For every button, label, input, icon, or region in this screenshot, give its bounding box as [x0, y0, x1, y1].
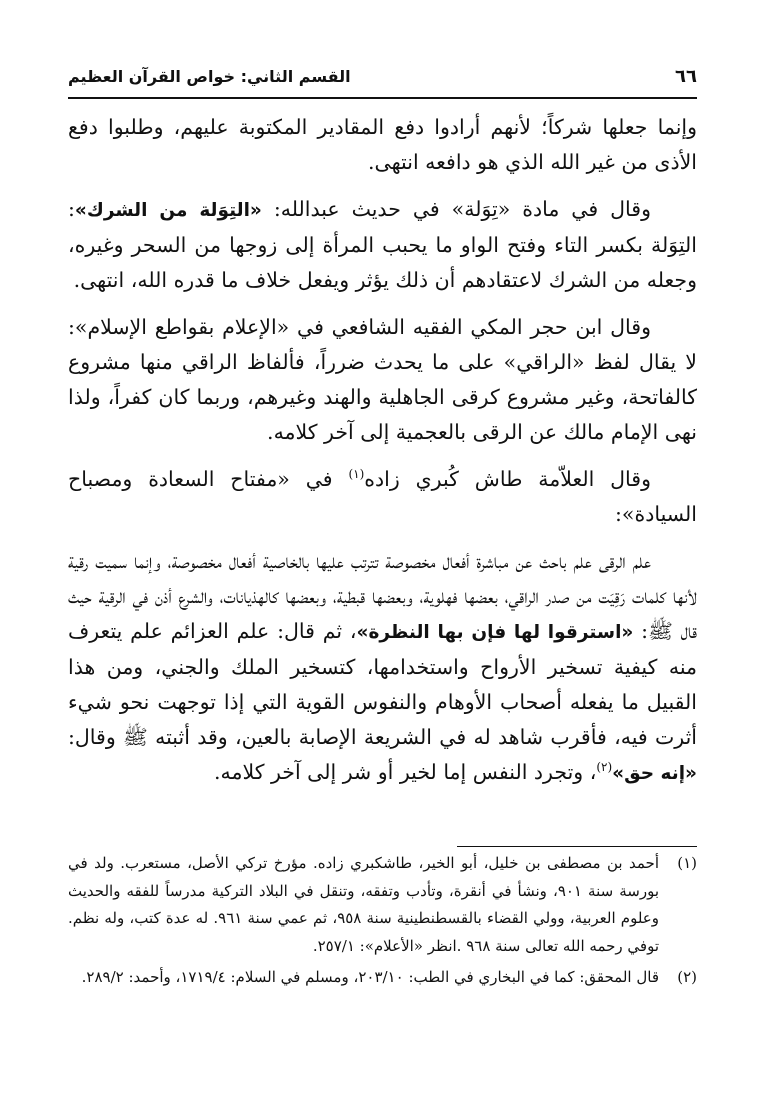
paragraph-5	[68, 544, 697, 791]
paragraph-text: ، وتجرد النفس إما لخير أو شر إلى آخر كلامه.	[213, 760, 597, 784]
header-divider	[68, 97, 697, 99]
paragraph-text: في «مفتاح السعادة ومصباح السيادة»:	[68, 467, 697, 526]
paragraph-4	[68, 462, 697, 532]
quoted-hadith: «استرقوا لها فإن بها النظرة»	[356, 622, 634, 643]
footnote-ref-2[interactable]: (٢)	[596, 760, 613, 775]
running-title: القسم الثاني: خواص القرآن العظيم	[68, 66, 351, 86]
paragraph-text: وقال ابن حجر المكي الفقيه الشافعي في «الإعلام بقواطع الإسلام»: لا يقال لفظ «الراقي» على ما يحدث ضرراً، فألفاظ الراقي منها مشروع كالفاتحة، وغير مشروع كرقى الجاهلية والهند وغيرهم، وربما كان كفراً، ولذا نهى الإمام مالك عن الرقى بالعجمية إلى آخر كلامه.	[68, 315, 697, 444]
paragraph-text: : التِوَلة بكسر التاء وفتح الواو ما يحبب المرأة إلى زوجها من السحر وغيره، وجعله من الشرك لاعتقادهم أن ذلك يؤثر ويفعل خلاف ما قدره الله، انتهى.	[68, 197, 697, 292]
footnote-text: قال المحقق: كما في البخاري في الطب: ٢٠٣/١٠، ومسلم في السلام: ١٧١٩/٤، وأحمد: ٢٨٩/٢.	[81, 968, 659, 986]
paragraph-text: علم الرقى علم باحث عن مباشرة أفعال مخصوصة تترتب عليها بالخاصية أفعال مخصوصة، وإنما سميت رقية لأنها كلمات رَقِيَت من صدر الراقي، بعضها فهلوية، وبعضها قبطية، وبعضها كالهذيانات، والشرع أذن في الرقية حيث قال ﷺ:	[68, 549, 697, 643]
footnote-text: أحمد بن مصطفى بن خليل، أبو الخير، طاشكبري زاده. مؤرخ تركي الأصل، مستعرب. ولد في بورسة سنة ٩٠١، ونشأ في أنقرة، وتأدب وتفقه، وتنقل في البلاد التركية مدرساً للفقه والحديث وعلوم العربية، وولي القضاء بالقسطنطينية سنة ٩٥٨، ثم عمي سنة ٩٦١. له عدة كتب، وله نظم. توفي رحمه الله تعالى سنة ٩٦٨ .انظر «الأعلام»: ٢٥٧/١.	[68, 854, 659, 955]
paragraph-text: وقال في مادة «تِوَلة» في حديث عبدالله:	[261, 197, 651, 221]
quoted-hadith: «إنه حق»	[612, 763, 697, 784]
quoted-hadith: «التِوَلة من الشرك»	[74, 200, 262, 221]
paragraph-3	[68, 310, 697, 450]
footnote-number: (١)	[677, 854, 697, 872]
paragraph-text: وقال العلاّمة طاش كُبري زاده	[364, 467, 651, 491]
footnotes	[68, 850, 697, 996]
paragraph-2	[68, 192, 697, 298]
footnote-ref-1[interactable]: (١)	[348, 467, 365, 482]
footnote-divider	[457, 846, 697, 847]
footnote-2	[68, 964, 697, 992]
footnote-number: (٢)	[677, 968, 697, 986]
footnote-1	[68, 850, 697, 960]
page-header	[68, 58, 697, 94]
paragraph-text: ، ثم قال: علم العزائم علم يتعرف منه كيفية تسخير الأرواح واستخدامها، كتسخير الملك والجني، ومن هذا القبيل ما يفعله أصحاب الأوهام والنفوس القوية التي إذا توجهت نحو شيء أثرت فيه، فأقرب شاهد له في الشريعة الإصابة بالعين، وقد أثبته ﷺ وقال:	[68, 619, 697, 749]
paragraph-text: وإنما جعلها شركاً؛ لأنهم أرادوا دفع المقادير المكتوبة عليهم، وطلبوا دفع الأذى من غير الله الذي هو دافعه انتهى.	[68, 115, 697, 174]
main-text	[68, 110, 697, 803]
page-number: ٦٦	[675, 65, 697, 87]
paragraph-1	[68, 110, 697, 180]
